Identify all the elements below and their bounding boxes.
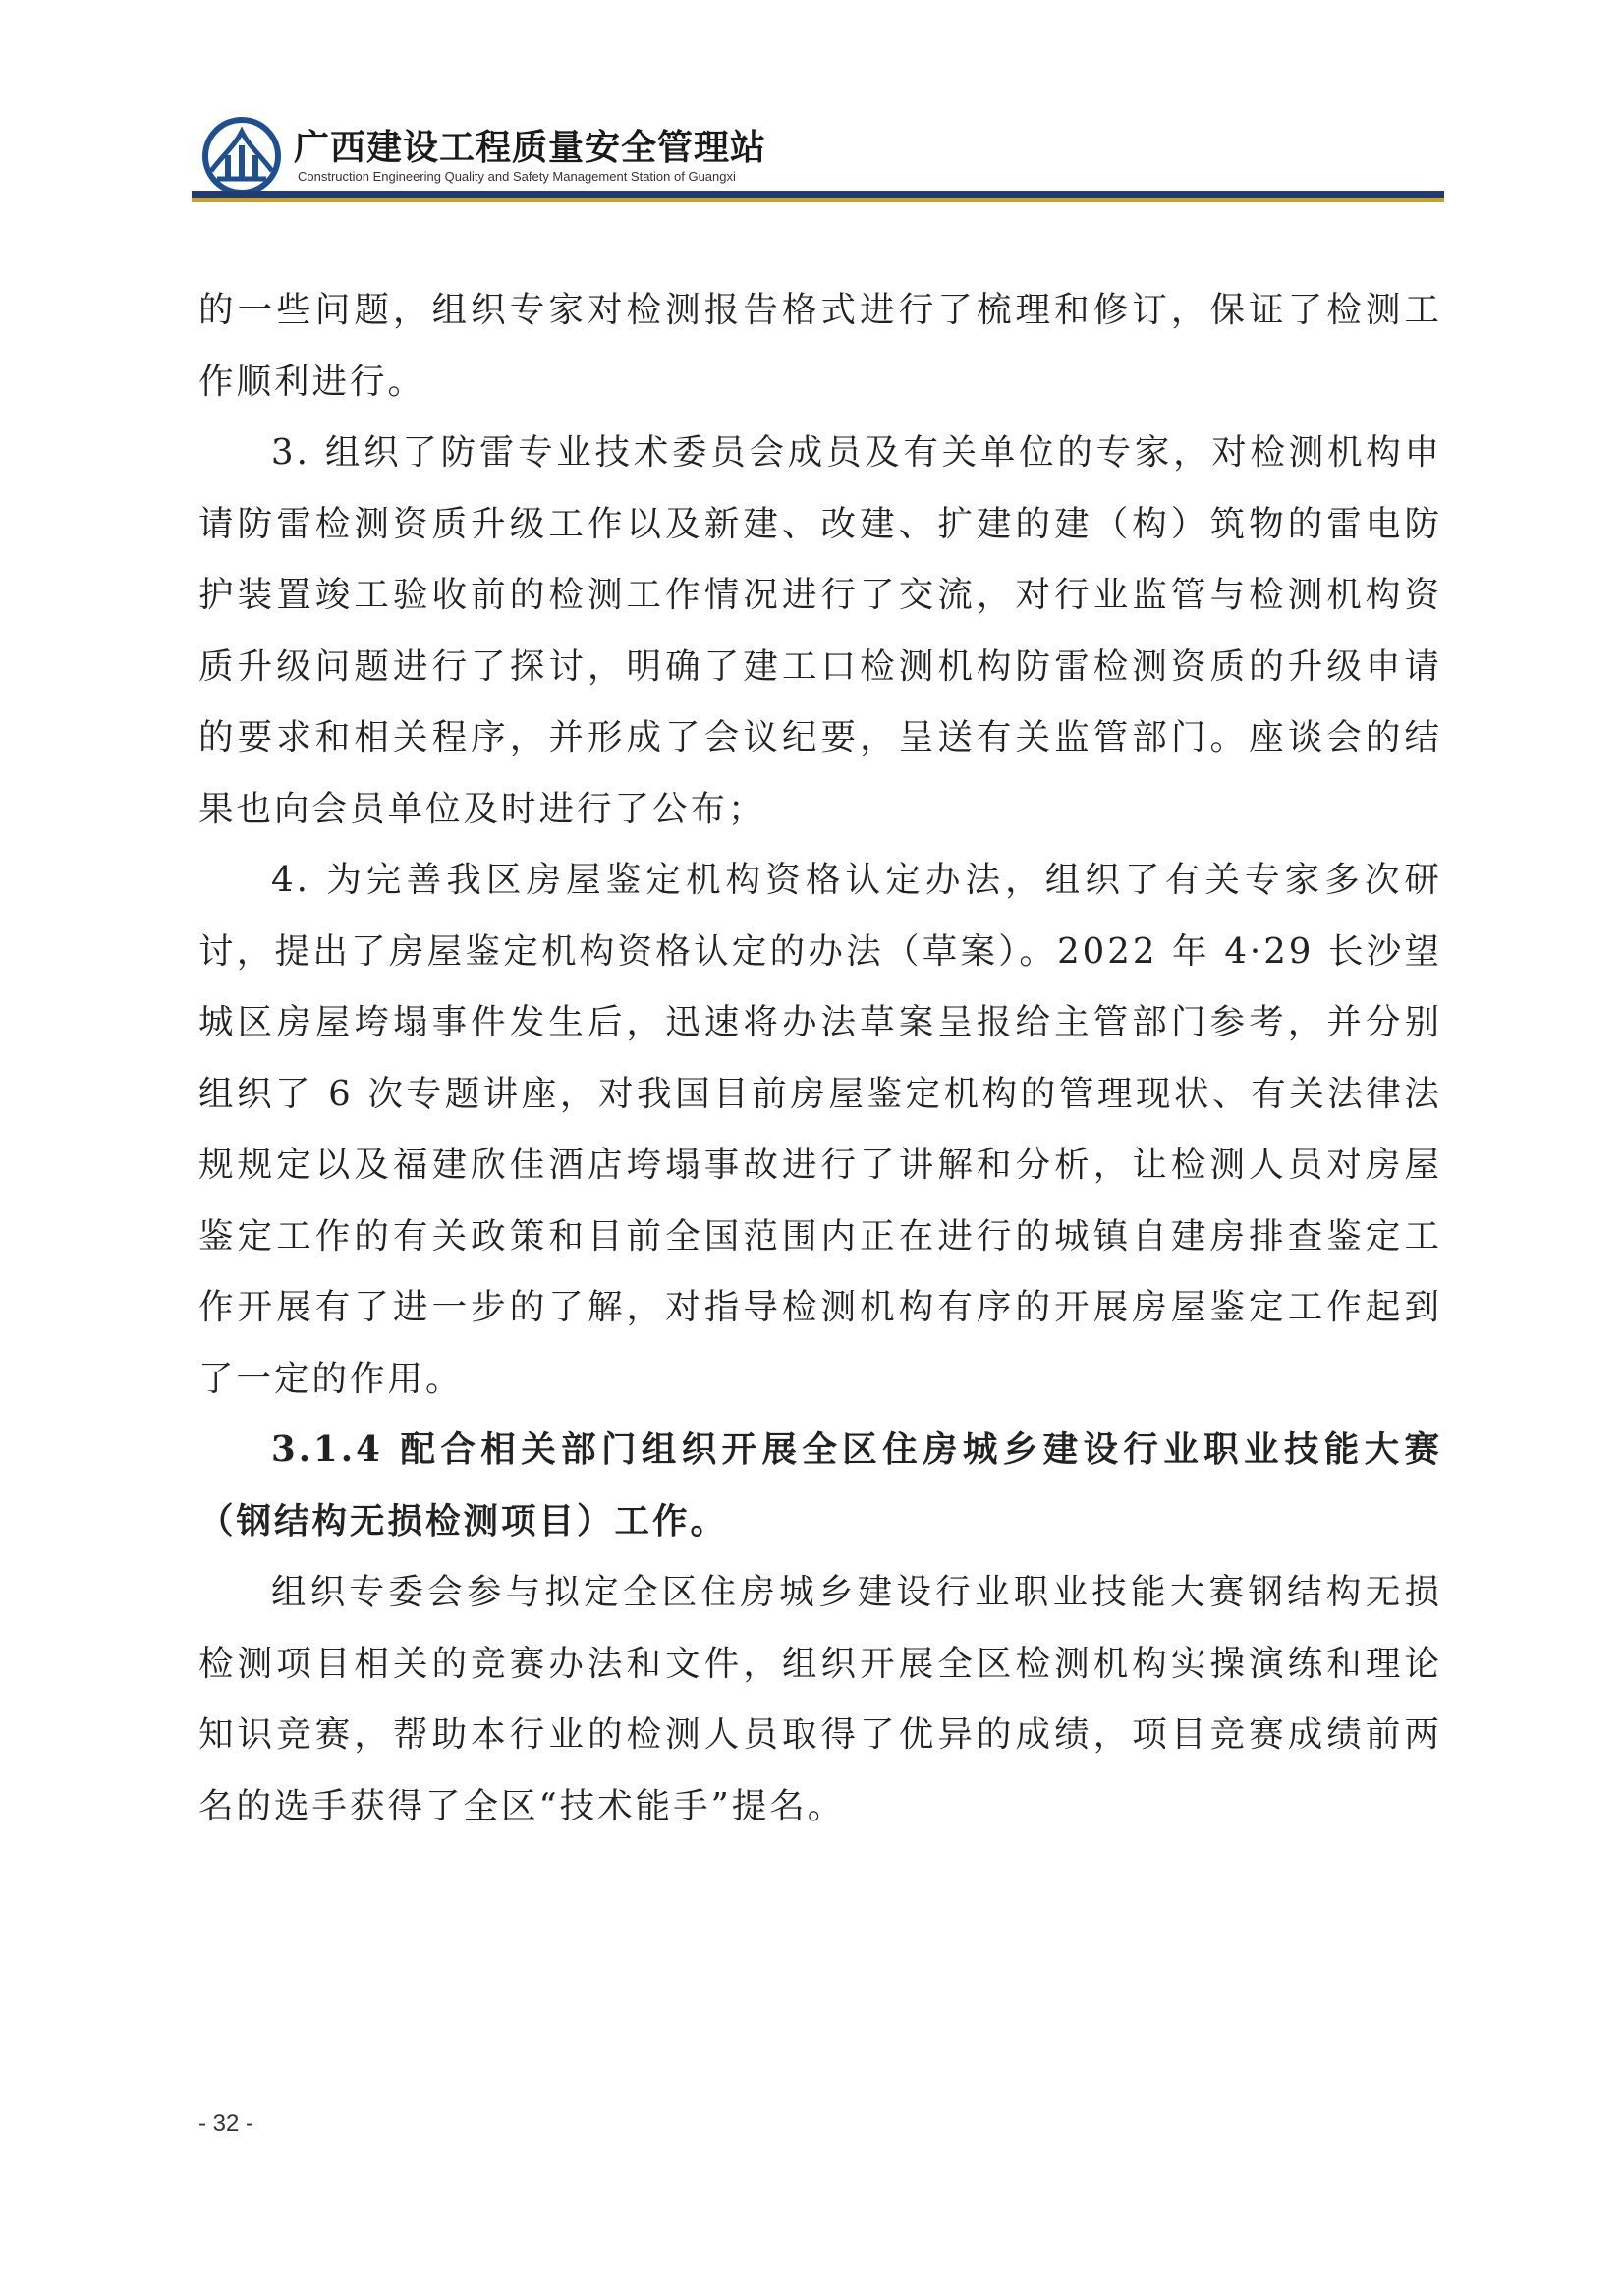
section-heading: 3.1.4 配合相关部门组织开展全区住房城乡建设行业职业技能大赛（钢结构无损检测项目）工作。	[198, 1429, 1442, 1541]
body-paragraph: 3. 组织了防雷专业技术委员会成员及有关单位的专家，对检测机构申请防雷检测资质升级工作以及新建、改建、扩建的建（构）筑物的雷电防护装置竣工验收前的检测工作情况进行了交流，对行业监管与检测机构资质升级问题进行了探讨，明确了建工口检测机构防雷检测资质的升级申请的要求和相关程序，并形成了会议纪要，呈送有关监管部门。座谈会的结果也向会员单位及时进行了公布；	[198, 432, 1442, 829]
body-paragraph: 组织专委会参与拟定全区住房城乡建设行业职业技能大赛钢结构无损检测项目相关的竞赛办法和文件，组织开展全区检测机构实操演练和理论知识竞赛，帮助本行业的检测人员取得了优异的成绩，项目竞赛成绩前两名的选手获得了全区“技术能手”提名。	[198, 1572, 1442, 1826]
document-body	[198, 275, 1442, 1842]
body-paragraph: 4. 为完善我区房屋鉴定机构资格认定办法，组织了有关专家多次研讨，提出了房屋鉴定机构资格认定的办法（草案）。2022 年 4·29 长沙望城区房屋垮塌事件发生后，迅速将办法草案呈报给主管部门参考，并分别组织了 6 次专题讲座，对我国目前房屋鉴定机构的管理现状、有关法律法规规定以及福建欣佳酒店垮塌事故进行了讲解和分析，让检测人员对房屋鉴定工作的有关政策和目前全国范围内正在进行的城镇自建房排查鉴定工作开展有了进一步的了解，对指导检测机构有序的开展房屋鉴定工作起到了一定的作用。	[198, 860, 1442, 1399]
organization-name-chinese: 广西建设工程质量安全管理站	[294, 128, 767, 168]
header-rule-secondary	[192, 198, 1444, 202]
body-paragraph: 的一些问题，组织专家对检测报告格式进行了梳理和修订，保证了检测工作顺利进行。	[198, 290, 1442, 402]
header-rule-primary	[192, 191, 1444, 198]
organization-name-english: Construction Engineering Quality and Safety Management Station of Guangxi	[298, 169, 736, 184]
page-header	[192, 110, 1444, 208]
organization-logo-icon	[201, 116, 282, 196]
page-number: - 32 -	[198, 2110, 254, 2137]
